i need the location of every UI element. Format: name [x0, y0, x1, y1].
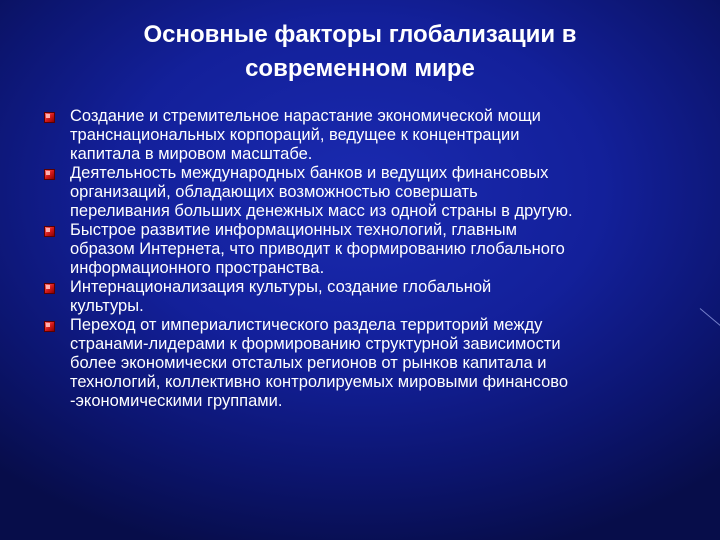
bullet-text-line: -экономическими группами.: [70, 392, 283, 410]
bullet-text-line: Переход от империалистического раздела территорий между: [70, 316, 543, 334]
bullet-text-line: информационного пространства.: [70, 259, 325, 277]
red-square-bullet-icon: [44, 112, 55, 123]
bullet-text-line: Быстрое развитие информационных технологий, главным: [70, 221, 517, 239]
bullet-item: [44, 107, 694, 164]
bullet-text-line: культуры.: [70, 297, 144, 315]
red-square-bullet-icon: [44, 226, 55, 237]
bullet-item: [44, 164, 694, 221]
bullet-item: [44, 316, 694, 411]
slide-title: [70, 18, 650, 86]
decorative-line: [700, 308, 720, 334]
bullet-text-line: образом Интернета, что приводит к формированию глобального: [70, 240, 565, 258]
bullet-text-line: Интернационализация культуры, создание глобальной: [70, 278, 492, 296]
slide-title-line: Основные факторы глобализации в: [143, 21, 577, 48]
bullet-text-line: Создание и стремительное нарастание экономической мощи: [70, 107, 541, 125]
bullet-text-line: переливания больших денежных масс из одной страны в другую.: [70, 202, 573, 220]
bullet-text-line: капитала в мировом масштабе.: [70, 145, 313, 163]
bullet-text-line: странами-лидерами к формированию структурной зависимости: [70, 335, 561, 353]
bullet-text-line: технологий, коллективно контролируемых мировыми финансово: [70, 373, 569, 391]
bullet-list: [44, 107, 694, 411]
red-square-bullet-icon: [44, 169, 55, 180]
bullet-text-line: организаций, обладающих возможностью совершать: [70, 183, 478, 201]
bullet-text-line: Деятельность международных банков и ведущих финансовых: [70, 164, 549, 182]
bullet-item: [44, 221, 694, 278]
red-square-bullet-icon: [44, 321, 55, 332]
bullet-item: [44, 278, 694, 316]
red-square-bullet-icon: [44, 283, 55, 294]
bullet-text-line: транснациональных корпораций, ведущее к концентрации: [70, 126, 520, 144]
bullet-text-line: более экономически отсталых регионов от рынков капитала и: [70, 354, 547, 372]
slide-title-line: современном мире: [245, 55, 475, 82]
